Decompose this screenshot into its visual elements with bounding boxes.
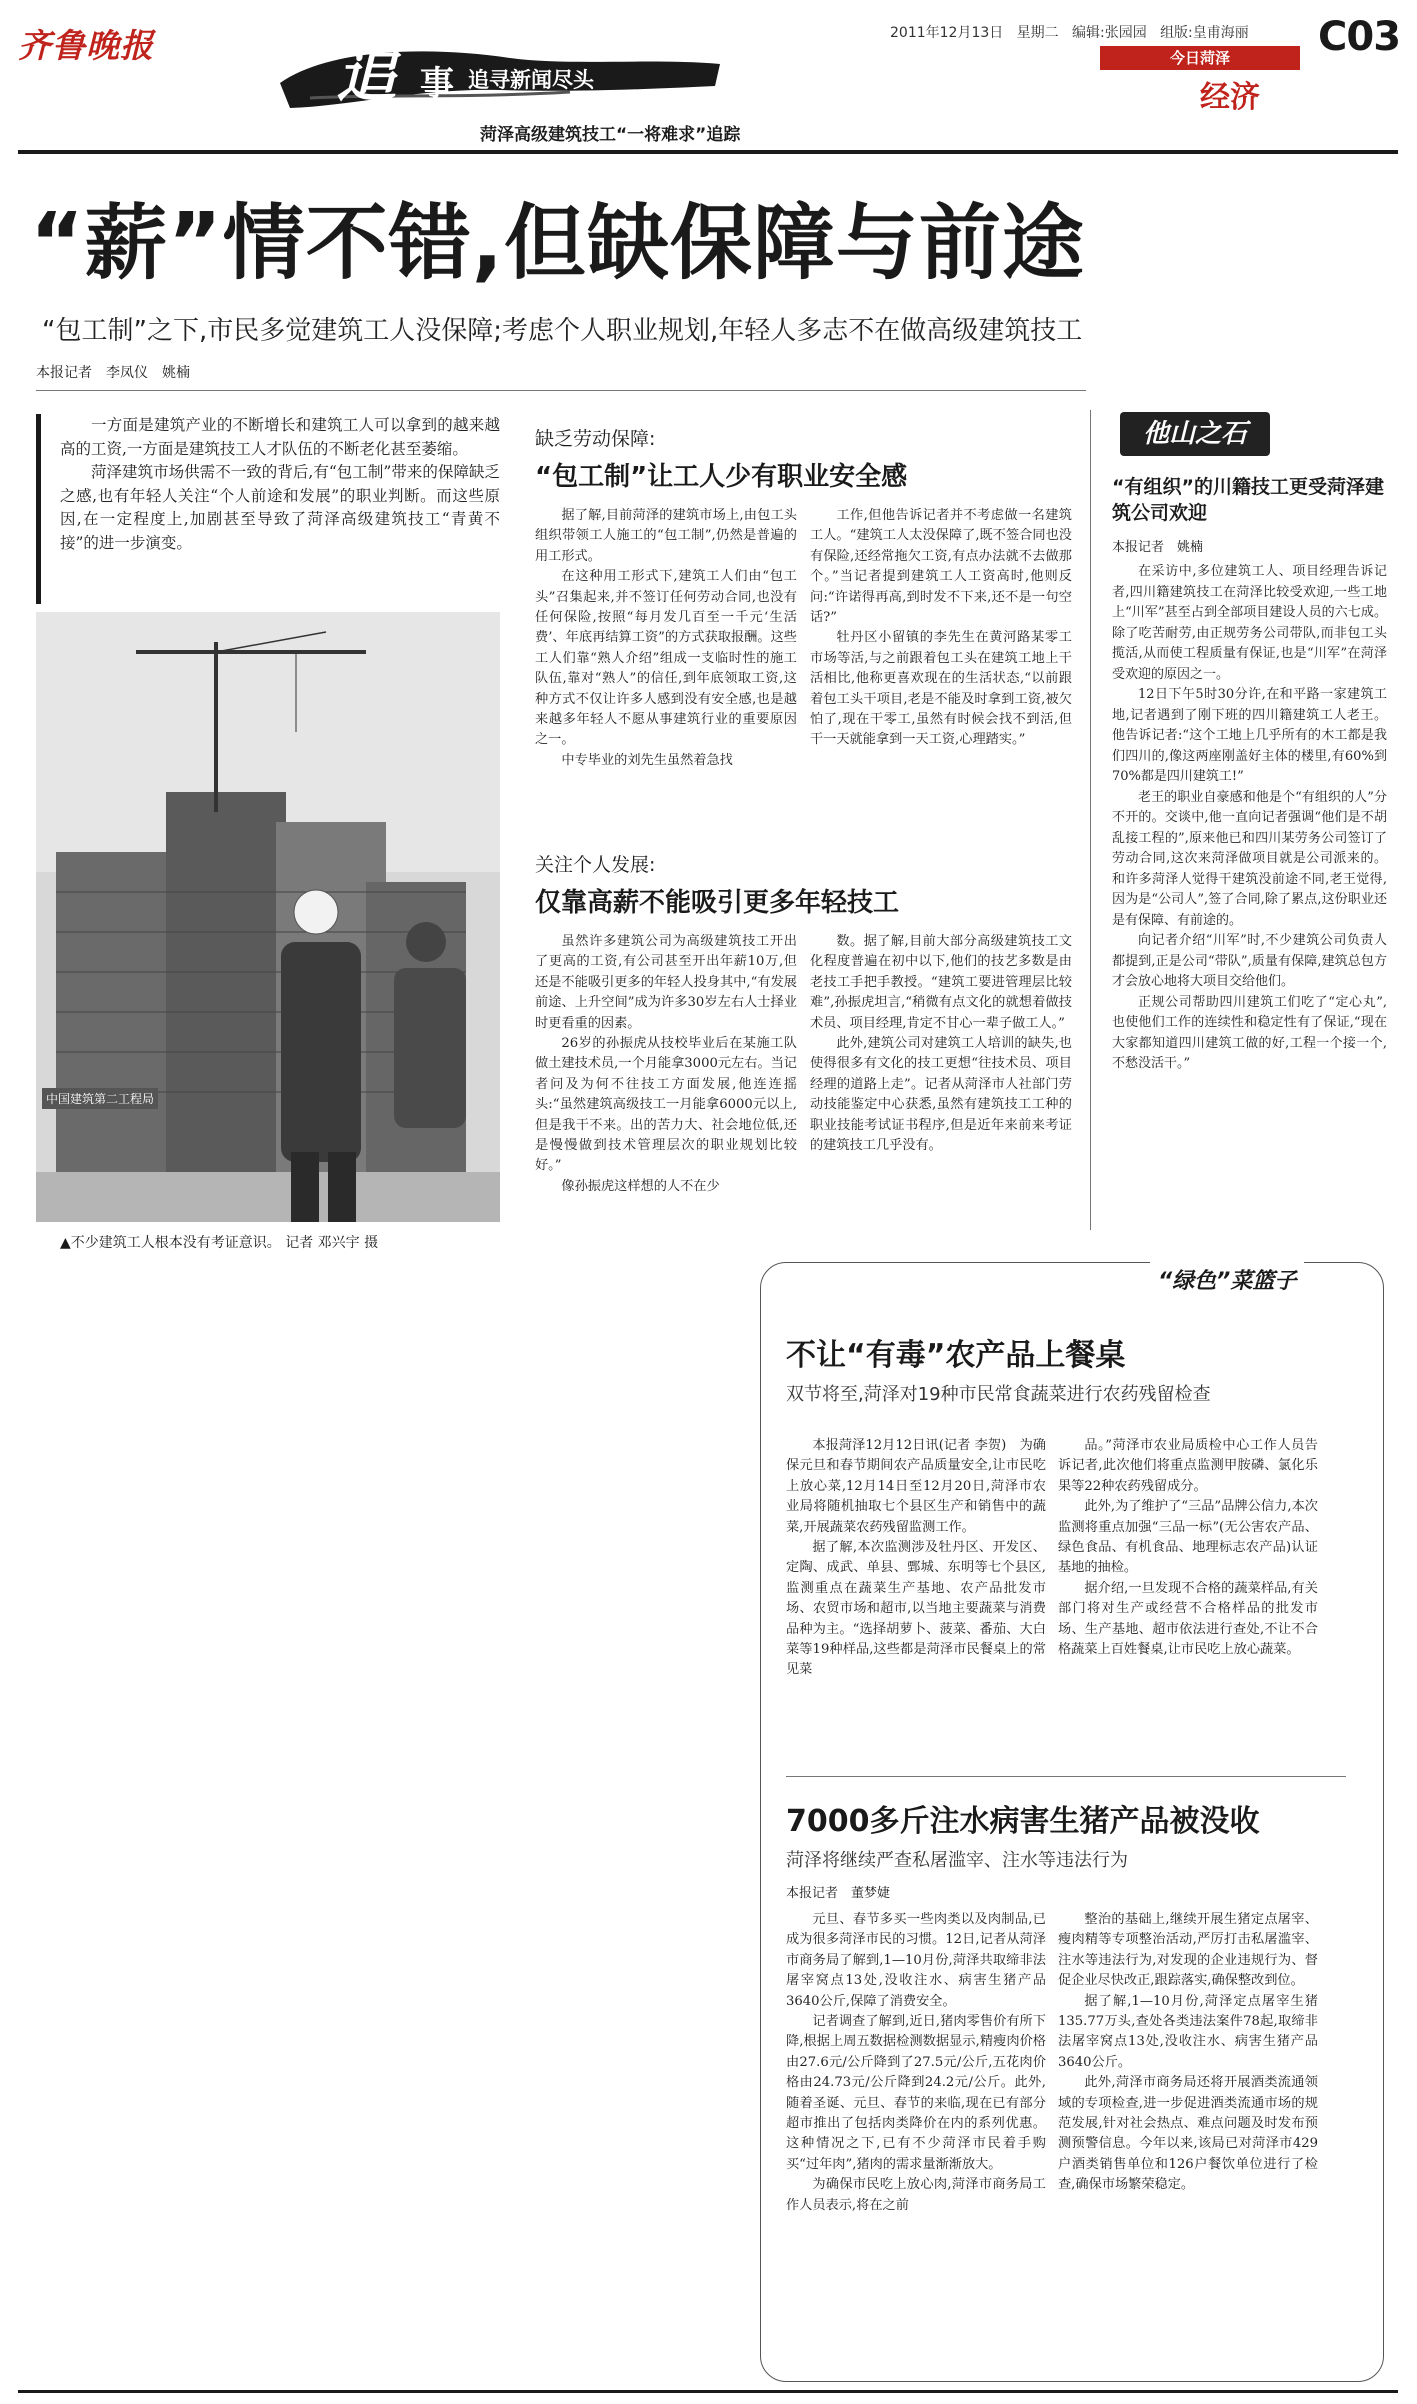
sidebar-column-logo: 他山之石 <box>1120 412 1270 456</box>
story2-column-2 <box>1058 1910 1318 2196</box>
story2-headline: 7000多斤注水病害生猪产品被没收 <box>786 1804 1260 1839</box>
masthead-info <box>890 22 1249 42</box>
intro-paragraph: 一方面是建筑产业的不断增长和建筑工人可以拿到的越来越高的工资,一方面是建筑技工人才队伍的不断老化甚至萎缩。 <box>60 416 500 458</box>
body-paragraph: 本报菏泽12月12日讯(记者 李贺) 为确保元旦和春节期间农产品质量安全,让市民吃上放心菜,12月14日至12月20日,菏泽市农业局将随机抽取七个县区生产和销售中的蔬菜,开展蔬菜农药残留监测工作。 <box>786 1438 1046 1535</box>
sidebar-body <box>1112 562 1387 1075</box>
body-paragraph: 正规公司帮助四川建筑工们吃了“定心丸”,也使他们工作的连续性和稳定性有了保证,“现在大家都知道四川建筑工做的好,工程一个接一个,不愁没活干。” <box>1112 994 1387 1071</box>
body-paragraph: 12日下午5时30分许,在和平路一家建筑工地,记者遇到了刚下班的四川籍建筑工人老王。他告诉记者:“这个工地上几乎所有的木工都是我们四川的,像这两座刚盖好主体的楼里,有60%到70%都是四川建筑工!” <box>1112 687 1387 784</box>
body-paragraph: 据了解,1—10月份,菏泽定点屠宰生猪135.77万头,查处各类违法案件78起,取缔非法屠宰窝点13处,没收注水、病害生猪产品3640公斤。 <box>1058 1993 1318 2070</box>
masthead-rule <box>18 150 1398 154</box>
lead-subheadline: “包工制”之下,市民多觉建筑工人没保障;考虑个人职业规划,年轻人多志不在做高级建筑技工 <box>42 316 1083 346</box>
layout-credit: 组版:皇甫海丽 <box>1160 25 1249 41</box>
story2-subheadline: 菏泽将继续严查私屠滥宰、注水等违法行为 <box>786 1850 1128 1871</box>
column-banner <box>270 28 740 120</box>
lead-headline: “薪”情不错,但缺保障与前途 <box>30 196 1085 291</box>
body-paragraph: 整治的基础上,继续开展生猪定点屠宰、瘦肉精等专项整治活动,严厉打击私屠滥宰、注水等违法行为,对发现的企业违规行为、督促企业尽快改正,跟踪落实,确保整改到位。 <box>1058 1912 1318 1989</box>
issue-date: 2011年12月13日 <box>890 25 1004 41</box>
body-paragraph: 虽然许多建筑公司为高级建筑技工开出了更高的工资,有公司甚至开出年薪10万,但还是不能吸引更多的年轻人投身其中,“有发展前途、上升空间”成为许多30岁左右人士择业时更看重的因素。 <box>535 934 797 1031</box>
story1-subheadline: 双节将至,菏泽对19种市民常食蔬菜进行农药残留检查 <box>786 1384 1211 1405</box>
construction-photo <box>36 612 500 1222</box>
page-number: C03 <box>1318 14 1401 60</box>
body-paragraph: 牡丹区小留镇的李先生在黄河路某零工市场等活,与之前跟着包工头在建筑工地上干活相比,他称更喜欢现在的生活状态,“以前跟着包工头干项目,老是不能及时拿到工资,被欠怕了,现在干零工,虽然有时候会找不到活,但干一天就能拿到一天工资,心理踏实。” <box>810 630 1072 748</box>
issue-weekday: 星期二 <box>1016 25 1059 41</box>
body-paragraph: 在这种用工形式下,建筑工人们由“包工头”召集起来,并不签订任何劳动合同,也没有任何保险,按照“每月发几百至一千元‘生活费’、年底再结算工资”的方式获取报酬。这些工人们靠“熟人介绍”组成一支临时性的施工队伍,靠对“熟人”的信任,到年底领取工资,这种方式不仅让许多人感到没有安全感,也是越来越多年轻人不愿从事建筑行业的重要原因之一。 <box>535 569 797 748</box>
body-paragraph: 据介绍,一旦发现不合格的蔬菜样品,有关部门将对生产或经营不合格样品的批发市场、生产基地、超市依法进行查处,不让不合格蔬菜上百姓餐桌,让市民吃上放心蔬菜。 <box>1058 1580 1318 1658</box>
intro-paragraph: 菏泽建筑市场供需不一致的背后,有“包工制”带来的保障缺乏之感,也有年轻人关注“个人前途和发展”的职业判断。而这些原因,在一定程度上,加剧甚至导致了菏泽高级建筑技工“青黄不接”的进一步演变。 <box>60 463 500 552</box>
body-paragraph: 工作,但他告诉记者并不考虑做一名建筑工人。“建筑工人太没保障了,既不签合同也没有保险,还经常拖欠工资,有点办法就不去做那个。”当记者提到建筑工人工资高时,他则反问:“许诺得再高,到时发不下来,还不是一句空话?” <box>810 508 1072 626</box>
body-paragraph: 此外,菏泽市商务局还将开展酒类流通领域的专项检查,进一步促进酒类流通市场的规范发展,针对社会热点、难点问题及时发布预测预警信息。今年以来,该局已对菏泽市429户酒类销售单位和126户餐饮单位进行了检查,确保市场繁荣稳定。 <box>1058 2075 1318 2193</box>
green-column-logo: “绿色”菜篮子 <box>1150 1262 1304 1297</box>
body-paragraph: 在采访中,多位建筑工人、项目经理告诉记者,四川籍建筑技工在菏泽比较受欢迎,一些工地上“川军”甚至占到全部项目建设人员的六七成。除了吃苦耐劳,由正规劳务公司带队,而非包工头揽活,从而使工程质量有保证,也是“川军”在菏泽受欢迎的原因之一。 <box>1112 564 1387 682</box>
story1-column-2 <box>1058 1436 1318 1660</box>
intro-bar <box>36 414 41 604</box>
body-paragraph: 数。据了解,目前大部分高级建筑技工文化程度普遍在初中以下,他们的技艺多数是由老技工手把手教授。“建筑工要进管理层比较难”,孙振虎坦言,“稍微有点文化的就想着做技术员、项目经理,肯定不甘心一辈子做工人。” <box>810 934 1072 1031</box>
story2-column-1 <box>786 1910 1046 2216</box>
body-paragraph: 像孙振虎这样想的人不在少 <box>561 1178 720 1194</box>
section2-kicker: 关注个人发展: <box>535 854 656 876</box>
banner-slogan: 追寻新闻尽头 <box>468 68 594 92</box>
body-paragraph: 26岁的孙振虎从技校毕业后在某施工队做土建技术员,一个月能拿3000元左右。当记者问及为何不往技工方面发展,他连连摇头:“虽然建筑高级技工一月能拿6000元以上,但是我干不来。出的苦力大、社会地位低,还是慢慢做到技术管理层次的职业规划比较好。” <box>535 1036 797 1174</box>
body-paragraph: 为确保市民吃上放心肉,菏泽市商务局工作人员表示,将在之前 <box>786 2177 1046 2213</box>
body-paragraph: 记者调查了解到,近日,猪肉零售价有所下降,根据上周五数据检测数据显示,精瘦肉价格由27.6元/公斤降到了27.5元/公斤,五花肉价格由24.73元/公斤降到24.2元/公斤。此外,随着圣诞、元旦、春节的来临,现在已有部分超市推出了包括肉类降价在内的系列优惠。这种情况之下,已有不少菏泽市民着手购买“过年肉”,猪肉的需求量渐渐放大。 <box>786 2014 1046 2172</box>
banner-character: 事 <box>420 64 454 104</box>
sidebar-headline: “有组织”的川籍技工更受菏泽建筑公司欢迎 <box>1112 476 1384 524</box>
section1-title: “包工制”让工人少有职业安全感 <box>535 462 908 492</box>
body-paragraph: 元旦、春节多买一些肉类以及肉制品,已成为很多菏泽市民的习惯。12日,记者从菏泽市商务局了解到,1—10月份,菏泽共取缔非法屠宰窝点13处,没收注水、病害生猪产品3640公斤,保障了消费安全。 <box>786 1912 1046 2009</box>
story1-headline: 不让“有毒”农产品上餐桌 <box>786 1338 1126 1373</box>
section1-column-2 <box>810 506 1072 751</box>
section-name: 经济 <box>1200 80 1260 115</box>
sidebar-divider <box>1090 410 1091 1230</box>
body-paragraph: 据了解,目前菏泽的建筑市场上,由包工头组织带领工人施工的“包工制”,仍然是普遍的用工形式。 <box>535 508 797 564</box>
section1-column-1 <box>535 506 797 771</box>
story-divider <box>786 1776 1346 1777</box>
body-paragraph: 中专毕业的刘先生虽然着急找 <box>561 752 733 768</box>
body-paragraph: 老王的职业自豪感和他是个“有组织的人”分不开的。交谈中,他一直向记者强调“他们是不胡乱接工程的”,原来他已和四川某劳务公司签订了劳动合同,这次来菏泽做项目就是公司派来的。和许多菏泽人觉得干建筑没前途不同,老王觉得,因为是“公司人”,签了合同,除了累点,这份职业还是有保障、有前途的。 <box>1112 789 1387 928</box>
body-paragraph: 据了解,本次监测涉及牡丹区、开发区、定陶、成武、单县、鄄城、东明等七个县区,监测重点在蔬菜生产基地、农产品批发市场、农贸市场和超市,以当地主要蔬菜与消费品种为主。“选择胡萝卜、菠菜、番茄、大白菜等19种样品,这些都是菏泽市民餐桌上的常见菜 <box>786 1540 1046 1678</box>
brush-character: 追 <box>336 41 396 111</box>
body-paragraph: 此外,建筑公司对建筑工人培训的缺失,也使得很多有文化的技工更想“往技术员、项目经理的道路上走”。记者从菏泽市人社部门劳动技能鉴定中心获悉,虽然有建筑技工工种的职业技能考试证书程序,但是近年来前来考证的建筑技工几乎没有。 <box>810 1036 1072 1154</box>
photo-illustration <box>36 612 500 1222</box>
paper-logo: 齐鲁晚报 <box>18 26 154 65</box>
section2-column-2 <box>810 932 1072 1156</box>
series-title: 菏泽高级建筑技工“一将难求”追踪 <box>480 125 741 145</box>
body-paragraph: 此外,为了维护了“三品”品牌公信力,本次监测将重点加强“三品一标”(无公害农产品、绿色食品、有机食品、地理标志农产品)认证基地的抽检。 <box>1058 1499 1318 1576</box>
section1-kicker: 缺乏劳动保障: <box>535 428 656 450</box>
story1-column-1 <box>786 1436 1046 1681</box>
photo-caption: ▲不少建筑工人根本没有考证意识。 记者 邓兴宇 摄 <box>60 1235 379 1251</box>
section2-column-1 <box>535 932 797 1197</box>
lead-byline: 本报记者 李凤仪 姚楠 <box>36 365 190 381</box>
page-bottom-rule <box>18 2390 1398 2393</box>
lead-intro <box>60 414 500 555</box>
editor-credit: 编辑:张园园 <box>1071 25 1147 41</box>
body-paragraph: 品。”菏泽市农业局质检中心工作人员告诉记者,此次他们将重点监测甲胺磷、氯化乐果等22种农药残留成分。 <box>1058 1438 1318 1494</box>
body-paragraph: 向记者介绍“川军”时,不少建筑公司负责人都提到,正是公司“带队”,质量有保障,建筑总包方才会放心地将大项目交给他们。 <box>1112 933 1387 989</box>
section-tag: 今日菏泽 <box>1100 46 1300 70</box>
lead-rule <box>36 390 1086 391</box>
sidebar-byline: 本报记者 姚楠 <box>1112 540 1204 555</box>
photo-banner: 中国建筑第二工程局 <box>42 1088 158 1109</box>
story2-byline: 本报记者 董梦婕 <box>786 1886 891 1901</box>
section2-title: 仅靠高薪不能吸引更多年轻技工 <box>535 888 900 918</box>
